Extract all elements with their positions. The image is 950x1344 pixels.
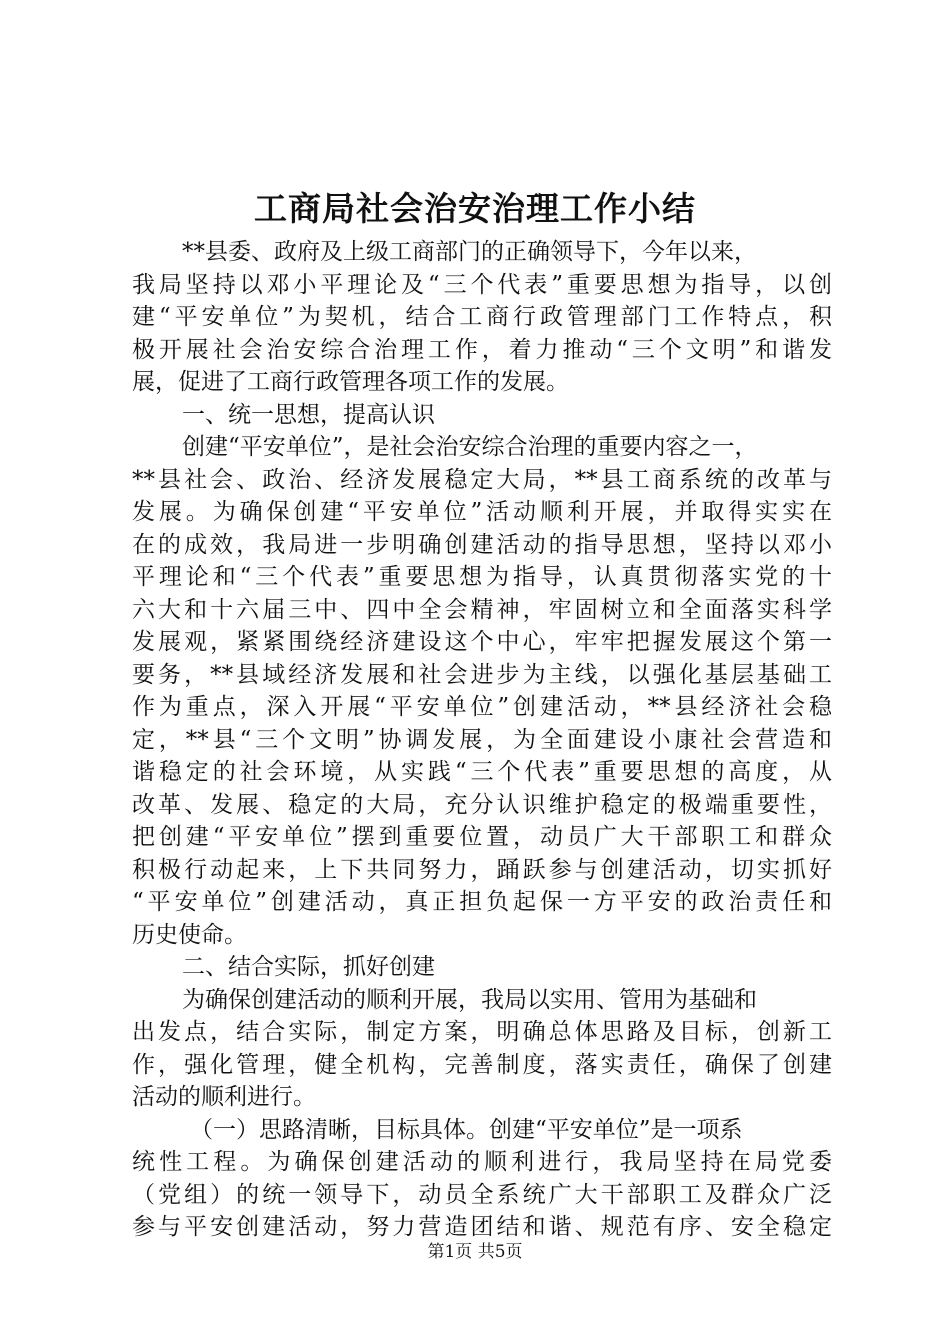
- text-line: 改革、发展、稳定的大局，充分认识维护稳定的极端重要性，: [132, 791, 832, 818]
- text-line: 谐稳定的社会环境，从实践“三个代表”重要思想的高度，从: [132, 759, 832, 785]
- text-line: 把创建“平安单位”摆到重要位置，动员广大干部职工和群众: [132, 824, 832, 850]
- text-line: 参与平安创建活动，努力营造团结和谐、规范有序、安全稳定: [132, 1214, 832, 1240]
- text-line: 发展观，紧紧围绕经济建设这个中心，牢牢把握发展这个第一: [132, 629, 832, 655]
- text-line: 为确保创建活动的顺利开展，我局以实用、管用为基础和: [182, 986, 757, 1013]
- text-line: 统性工程。为确保创建活动的顺利进行，我局坚持在局党委: [132, 1149, 832, 1175]
- text-line: 定，**县“三个文明”协调发展，为全面建设小康社会营造和: [132, 726, 832, 753]
- text-line: 我局坚持以邓小平理论及“三个代表”重要思想为指导，以创: [132, 271, 832, 298]
- section-heading: 一、统一思想，提高认识: [182, 401, 435, 428]
- text-line: 在的成效，我局进一步明确创建活动的指导思想，坚持以邓小: [132, 531, 832, 558]
- document-body: [132, 236, 832, 1244]
- document-title: 工商局社会治安治理工作小结: [254, 189, 696, 228]
- text-line: 极开展社会治安综合治理工作，着力推动“三个文明”和谐发: [132, 336, 832, 363]
- text-line: 活动的顺利进行。: [132, 1084, 316, 1110]
- text-line: 六大和十六届三中、四中全会精神，牢固树立和全面落实科学: [132, 596, 832, 623]
- text-line: 历史使命。: [132, 921, 247, 948]
- text-line: 作，强化管理，健全机构，完善制度，落实责任，确保了创建: [132, 1051, 832, 1078]
- text-line: **县社会、政治、经济发展稳定大局，**县工商系统的改革与: [132, 466, 832, 493]
- text-line: “平安单位”创建活动，真正担负起保一方平安的政治责任和: [132, 889, 832, 915]
- text-line: 积极行动起来，上下共同努力，踊跃参与创建活动，切实抓好: [132, 856, 832, 883]
- text-line: 展，促进了工商行政管理各项工作的发展。: [132, 369, 569, 395]
- text-line: 创建“平安单位”，是社会治安综合治理的重要内容之一，: [182, 434, 758, 460]
- text-line: （党组）的统一领导下，动员全系统广大干部职工及群众广泛: [132, 1181, 832, 1208]
- text-line: （一）思路清晰，目标具体。创建“平安单位”是一项系: [190, 1116, 743, 1143]
- text-line: 建“平安单位”为契机，结合工商行政管理部门工作特点，积: [132, 304, 832, 330]
- text-line: 作为重点，深入开展“平安单位”创建活动，**县经济社会稳: [132, 694, 832, 720]
- section-heading: 二、结合实际，抓好创建: [182, 954, 435, 980]
- text-line: 平理论和“三个代表”重要思想为指导，认真贯彻落实党的十: [132, 564, 832, 590]
- text-line: **县委、政府及上级工商部门的正确领导下，今年以来，: [182, 239, 757, 265]
- text-line: 出发点，结合实际，制定方案，明确总体思路及目标，创新工: [132, 1019, 832, 1045]
- text-line: 要务，**县域经济发展和社会进步为主线，以强化基层基础工: [132, 661, 832, 688]
- page-footer: 第1页 共5页: [427, 1242, 523, 1262]
- text-line: 发展。为确保创建“平安单位”活动顺利开展，并取得实实在: [132, 499, 832, 525]
